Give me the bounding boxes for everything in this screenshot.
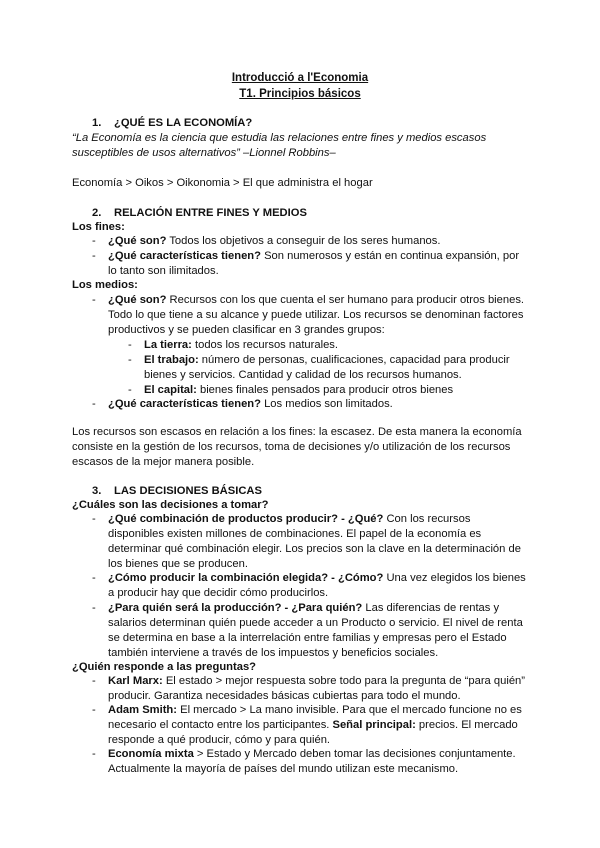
factor-item: El capital: bienes finales pensados para producir otros bienes (144, 384, 454, 396)
bullet-dash: - (92, 235, 96, 247)
answer-item: Adam Smith: El mercado > La mano invisible. Para que el mercado funcione no es necesario el contacto entre los participantes. Señal principal: precios. El mercado responde a qué producir, cómo y para quién. (108, 704, 522, 746)
decision-item: ¿Para quién será la producción? - ¿Para quién? Las diferencias de rentas y salarios determinan quién puede acceder a un Producto o servicio. El nivel de renta se determina en base a la interrelación entre familias y empresas pero el Estado también interviene a través de los impuestos y beneficios sociales. (108, 602, 523, 659)
bullet-dash: - (92, 513, 96, 525)
fines-label: Los fines: (72, 221, 125, 233)
bullet-dash: - (92, 294, 96, 306)
who-answers-question: ¿Quién responde a las preguntas? (72, 661, 257, 673)
decisions-question: ¿Cuáles son las decisiones a tomar? (72, 499, 269, 511)
factor-item: La tierra: todos los recursos naturales. (144, 339, 339, 351)
document-title: Introducció a l'Economia (231, 72, 369, 84)
section-3-heading: 3. LAS DECISIONES BÁSICAS (92, 485, 262, 497)
bullet-dash: - (92, 250, 96, 262)
bullet-dash: - (92, 398, 96, 410)
etymology-line: Economía > Oikos > Oikonomia > El que administra el hogar (72, 177, 373, 189)
medios-label: Los medios: (72, 279, 138, 291)
bullet-dash: - (92, 602, 96, 614)
document-subtitle: T1. Principios básicos (239, 88, 361, 100)
fines-item: ¿Qué características tienen? Son numerosos y están en continua expansión, por lo tanto son ilimitados. (108, 250, 520, 277)
fines-item: ¿Qué son? Todos los objetivos a conseguir de los seres humanos. (108, 235, 441, 247)
section-2-heading: 2. RELACIÓN ENTRE FINES Y MEDIOS (92, 207, 307, 219)
bullet-dash: - (128, 339, 132, 351)
bullet-dash: - (128, 354, 132, 366)
factor-item: El trabajo: número de personas, cualificaciones, capacidad para producir bienes y servicios. Cantidad y calidad de los recursos humanos. (144, 354, 510, 381)
bullet-dash: - (92, 572, 96, 584)
conclusion-paragraph: Los recursos son escasos en relación a los fines: la escasez. De esta manera la economía consiste en la gestión de los recursos, toma de decisiones y/o utilización de los recursos escasos de la mejor manera posible. (72, 426, 522, 468)
answer-item: Karl Marx: El estado > mejor respuesta sobre todo para la pregunta de “para quién” producir. Garantiza necesidades básicas cubiertas para todo el mundo. (108, 675, 525, 702)
bullet-dash: - (92, 675, 96, 687)
bullet-dash: - (92, 748, 96, 760)
medios-item: ¿Qué son? Recursos con los que cuenta el ser humano para producir otros bienes. Todo lo que tiene a su alcance y puede utilizar. Los recursos se denominan factores productivos y se pueden clasificar en 3 grandes grupos: (108, 294, 525, 336)
section-1-heading: 1. ¿QUÉ ES LA ECONOMÍA? (92, 117, 253, 129)
robbins-quote: “La Economía es la ciencia que estudia las relaciones entre fines y medios escasos susceptibles de usos alternativos” –Lionnel Robbins– (72, 132, 487, 159)
medios-item: ¿Qué características tienen? Los medios son limitados. (108, 398, 393, 410)
bullet-dash: - (128, 384, 132, 396)
bullet-dash: - (92, 704, 96, 716)
decision-item: ¿Cómo producir la combinación elegida? - ¿Cómo? Una vez elegidos los bienes a producir hay que decidir cómo producirlos. (108, 572, 526, 599)
answer-item: Economía mixta > Estado y Mercado deben tomar las decisiones conjuntamente. Actualmente la mayoría de países del mundo utilizan este mecanismo. (108, 748, 516, 775)
decision-item: ¿Qué combinación de productos producir? - ¿Qué? Con los recursos disponibles existen millones de combinaciones. El papel de la economía es determinar qué combinación elegir. Los precios son la clave en la determinación de los bienes que se producen. (108, 513, 521, 570)
